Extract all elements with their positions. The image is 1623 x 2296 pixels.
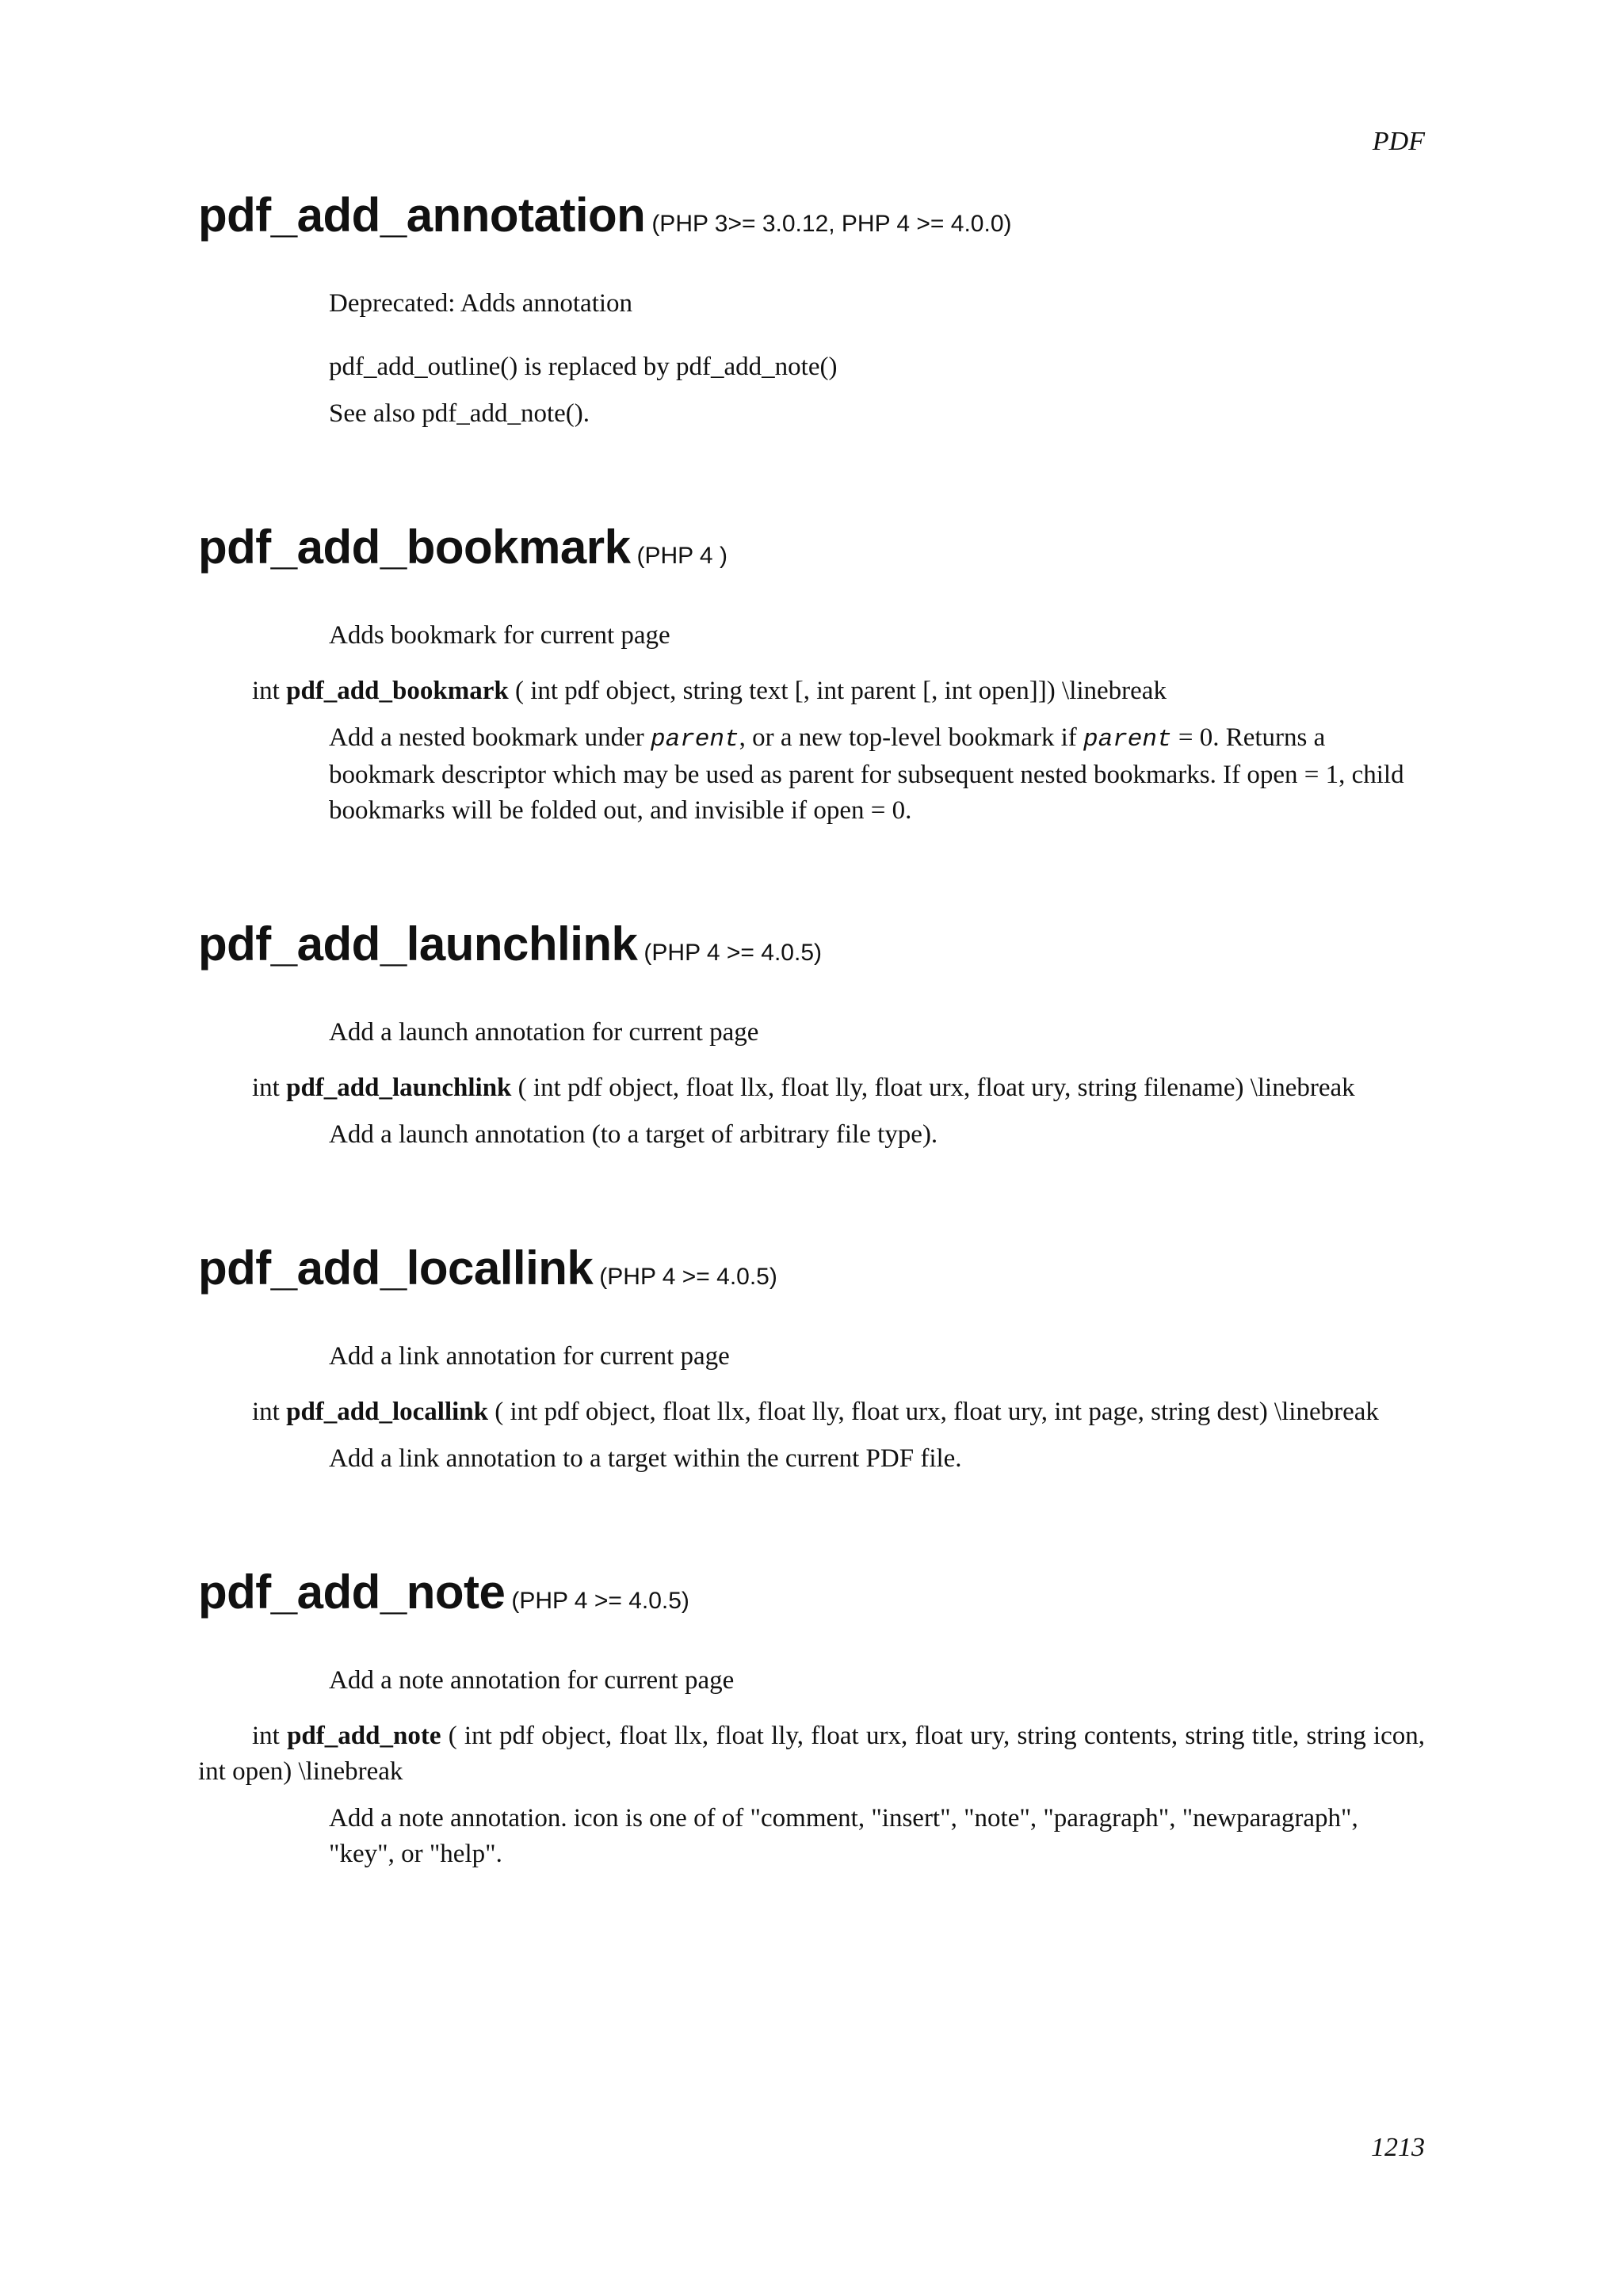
purpose-text: Add a link annotation for current page (329, 1342, 730, 1371)
purpose-text: Add a launch annotation for current page (329, 1018, 759, 1047)
page-number: 1213 (1371, 2133, 1425, 2162)
description-part: Add a nested bookmark under (329, 723, 651, 752)
synopsis-arguments: ( int pdf object, string text [, int parent [, int open]]) \linebreak (514, 677, 1167, 705)
version-info: (PHP 4 >= 4.0.5) (643, 940, 822, 966)
description-text: pdf_add_outline() is replaced by pdf_add_note() (329, 353, 838, 381)
function-name: pdf_add_launchlink (198, 917, 638, 971)
purpose-text: Add a note annotation for current page (329, 1666, 735, 1695)
function-synopsis (198, 1718, 1425, 1790)
function-name: pdf_add_annotation (198, 189, 646, 242)
return-type: int (252, 1722, 280, 1750)
function-name: pdf_add_note (198, 1566, 506, 1619)
entry-pdf-add-annotation (198, 184, 1425, 432)
synopsis-function-name: pdf_add_bookmark (286, 677, 509, 705)
description-text: Add a launch annotation (to a target of arbitrary file type). (329, 1120, 938, 1149)
purpose-text: Deprecated: Adds annotation (329, 289, 633, 318)
version-info: (PHP 4 >= 4.0.5) (511, 1588, 689, 1614)
description-part: , or a new top-level bookmark if (739, 723, 1083, 752)
function-synopsis (198, 1070, 1425, 1106)
entry-pdf-add-launchlink (198, 913, 1425, 1153)
function-synopsis (198, 673, 1425, 709)
description-text: Add a note annotation. icon is one of of "comment, "insert", "note", "paragraph", "newparagraph", "key", or "help". (329, 1804, 1358, 1868)
parameter-code: parent (1083, 726, 1172, 753)
function-name: pdf_add_bookmark (198, 521, 631, 574)
version-info: (PHP 4 >= 4.0.5) (599, 1264, 777, 1290)
return-type: int (252, 1398, 280, 1426)
see-also-text: See also pdf_add_note(). (329, 399, 590, 428)
description-text: Add a link annotation to a target within the current PDF file. (329, 1444, 962, 1473)
purpose-text: Adds bookmark for current page (329, 621, 670, 650)
synopsis-function-name: pdf_add_locallink (286, 1398, 489, 1426)
return-type: int (252, 1074, 280, 1102)
version-info: (PHP 3>= 3.0.12, PHP 4 >= 4.0.0) (651, 211, 1012, 237)
synopsis-function-name: pdf_add_note (287, 1722, 441, 1750)
version-info: (PHP 4 ) (636, 543, 727, 569)
parameter-code: parent (650, 726, 739, 753)
entry-title (198, 516, 1425, 588)
synopsis-function-name: pdf_add_launchlink (286, 1074, 512, 1102)
synopsis-arguments: ( int pdf object, float llx, float lly, float urx, float ury, string contents, string title, string icon, int open) \linebreak (198, 1722, 1425, 1786)
description-part: = 0. Returns a bookmark descriptor which may be used as parent for subsequent nested bookmarks. If open = 1, child bookmarks will be folded out, and invisible if open = 0. (329, 723, 1404, 825)
entry-pdf-add-locallink (198, 1237, 1425, 1477)
function-name: pdf_add_locallink (198, 1241, 594, 1295)
entry-title (198, 913, 1425, 985)
description-text (329, 720, 1425, 829)
synopsis-arguments: ( int pdf object, float llx, float lly, float urx, float ury, string filename) \linebreak (517, 1074, 1355, 1102)
page-content (198, 184, 1425, 1956)
entry-title (198, 1561, 1425, 1633)
return-type: int (252, 677, 280, 705)
function-synopsis (198, 1394, 1425, 1430)
running-header: PDF (1372, 127, 1425, 156)
entry-pdf-add-note (198, 1561, 1425, 1872)
entry-pdf-add-bookmark (198, 516, 1425, 829)
entry-title (198, 184, 1425, 256)
synopsis-arguments: ( int pdf object, float llx, float lly, float urx, float ury, int page, string dest) \linebreak (495, 1398, 1379, 1426)
entry-title (198, 1237, 1425, 1309)
